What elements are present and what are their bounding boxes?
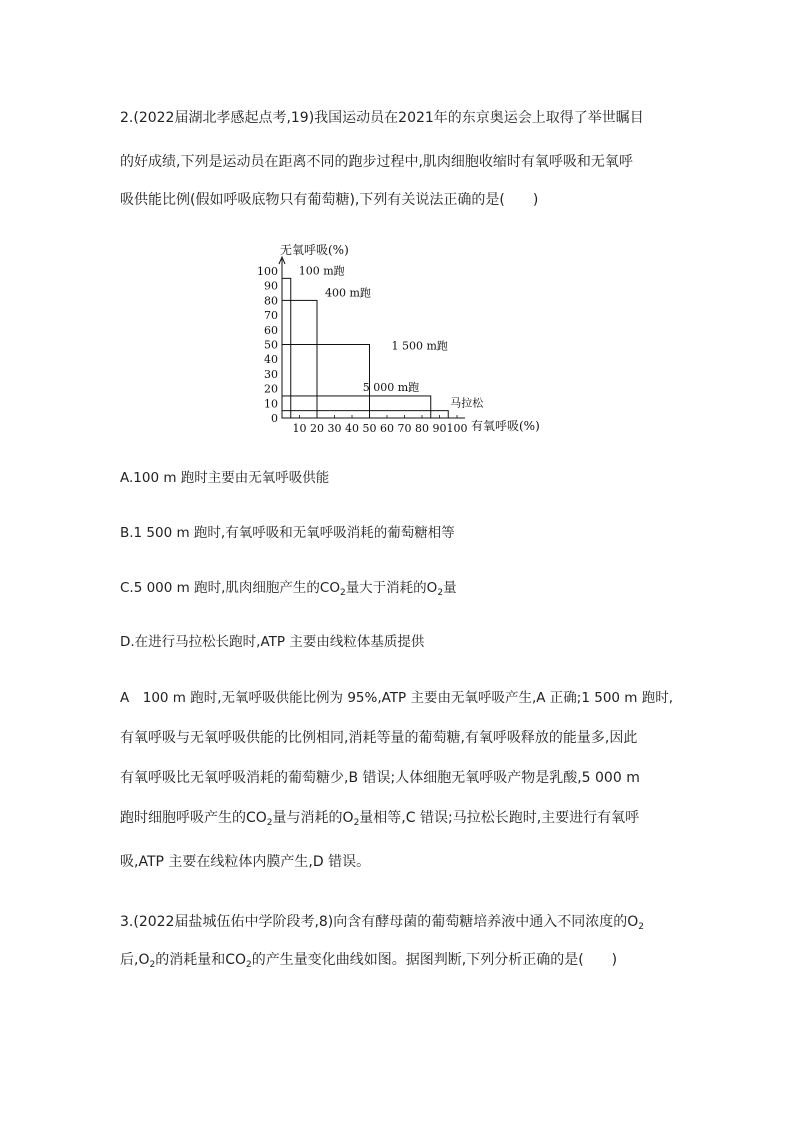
bar-4 — [282, 411, 448, 418]
bar-2 — [282, 345, 370, 419]
answer-line-3: 有氧呼吸比无氧呼吸消耗的葡萄糖少,B 错误;人体细胞无氧呼吸产物是乳酸,5 000 m — [120, 770, 640, 786]
answer-text-3: 量相等,C 错误;马拉松长跑时,主要进行有氧呼 — [359, 810, 640, 826]
y-tick-label: 40 — [264, 353, 278, 367]
q3-text-1: 3.(2022届盐城伍佑中学阶段考,8)向含有酵母菌的葡萄糖培养液中通入不同浓度的O — [120, 914, 639, 930]
option-c-text-2: 量大于消耗的O — [345, 580, 438, 596]
answer-line-5: 吸,ATP 主要在线粒体内膜产生,D 错误。 — [120, 854, 371, 870]
subscript: 2 — [149, 960, 156, 970]
x-tick-label: 100 — [446, 422, 468, 435]
x-tick-label: 40 — [345, 422, 359, 435]
x-tick-label: 20 — [310, 422, 324, 435]
y-tick-label: 70 — [264, 309, 278, 323]
x-tick-label: 70 — [397, 422, 412, 435]
y-tick-label: 10 — [264, 397, 278, 411]
subscript: 2 — [246, 960, 252, 970]
q3-text-2: 后,O — [120, 952, 150, 968]
y-tick-label: 60 — [264, 323, 278, 337]
bar-1 — [282, 300, 317, 418]
subscript: 2 — [638, 922, 645, 932]
y-tick-label: 90 — [264, 279, 278, 293]
answer-text-2: 量与消耗的O — [272, 810, 354, 826]
y-tick-label: 0 — [271, 412, 278, 425]
q2-stem-line-2: 的好成绩,下列是运动员在距离不同的跑步过程中,肌肉细胞收缩时有氧呼吸和无氧呼 — [120, 154, 633, 170]
option-c-text-3: 量 — [443, 580, 457, 596]
q3-line-1 — [120, 912, 644, 937]
y-tick-label: 80 — [264, 294, 278, 308]
y-tick-label: 20 — [264, 382, 278, 396]
subscript: 2 — [437, 588, 444, 598]
x-tick-label: 50 — [362, 422, 377, 435]
q2-stem-line-3: 吸供能比例(假如呼吸底物只有葡萄糖),下列有关说法正确的是( ) — [120, 192, 539, 208]
option-a: A.100 m 跑时主要由无氧呼吸供能 — [120, 470, 330, 486]
bar-label: 5 000 m跑 — [362, 380, 420, 394]
option-d: D.在进行马拉松长跑时,ATP 主要由线粒体基质提供 — [120, 634, 425, 650]
y-tick-label: 50 — [264, 338, 278, 352]
option-c — [120, 578, 457, 603]
q3-text-3: 的消耗量和CO — [155, 952, 247, 968]
answer-text-1: 跑时细胞呼吸产生的CO — [120, 810, 267, 826]
answer-line-2: 有氧呼吸与无氧呼吸供能的比例相同,消耗等量的葡萄糖,有氧呼吸释放的能量多,因此 — [120, 730, 638, 746]
q3-text-4: 的产生量变化曲线如图。据图判断,下列分析正确的是( ) — [251, 952, 618, 968]
subscript: 2 — [353, 818, 360, 828]
x-tick-label: 90 — [432, 422, 447, 435]
q2-stem-line-1: 2.(2022届湖北孝感起点考,19)我国运动员在2021年的东京奥运会上取得了举世瞩目 — [120, 110, 644, 126]
bar-3 — [282, 396, 431, 418]
y-tick-label: 30 — [264, 367, 278, 381]
option-c-text-1: C.5 000 m 跑时,肌肉细胞产生的CO — [120, 580, 340, 596]
bar-label: 400 m跑 — [325, 286, 371, 300]
bar-label: 马拉松 — [450, 396, 484, 410]
y-axis-label: 无氧呼吸(%) — [280, 243, 349, 257]
answer-line-1: A 100 m 跑时,无氧呼吸供能比例为 95%,ATP 主要由无氧呼吸产生,A 正确;1 500 m 跑时, — [120, 690, 674, 706]
bar-label: 1 500 m跑 — [391, 339, 448, 353]
option-b: B.1 500 m 跑时,有氧呼吸和无氧呼吸消耗的葡萄糖相等 — [120, 525, 455, 541]
bar-label: 100 m跑 — [298, 264, 345, 278]
x-tick-label: 60 — [380, 422, 394, 435]
q3-line-2 — [120, 950, 617, 975]
answer-line-4 — [120, 808, 639, 833]
x-tick-label: 80 — [415, 422, 429, 435]
subscript: 2 — [266, 818, 273, 828]
x-tick-label: 30 — [327, 422, 342, 435]
x-tick-label: 10 — [292, 422, 307, 435]
x-axis-label: 有氧呼吸(%) — [471, 419, 540, 433]
y-tick-label: 100 — [257, 265, 278, 278]
respiration-chart — [245, 238, 555, 438]
subscript: 2 — [339, 588, 346, 598]
bar-0 — [282, 278, 291, 418]
